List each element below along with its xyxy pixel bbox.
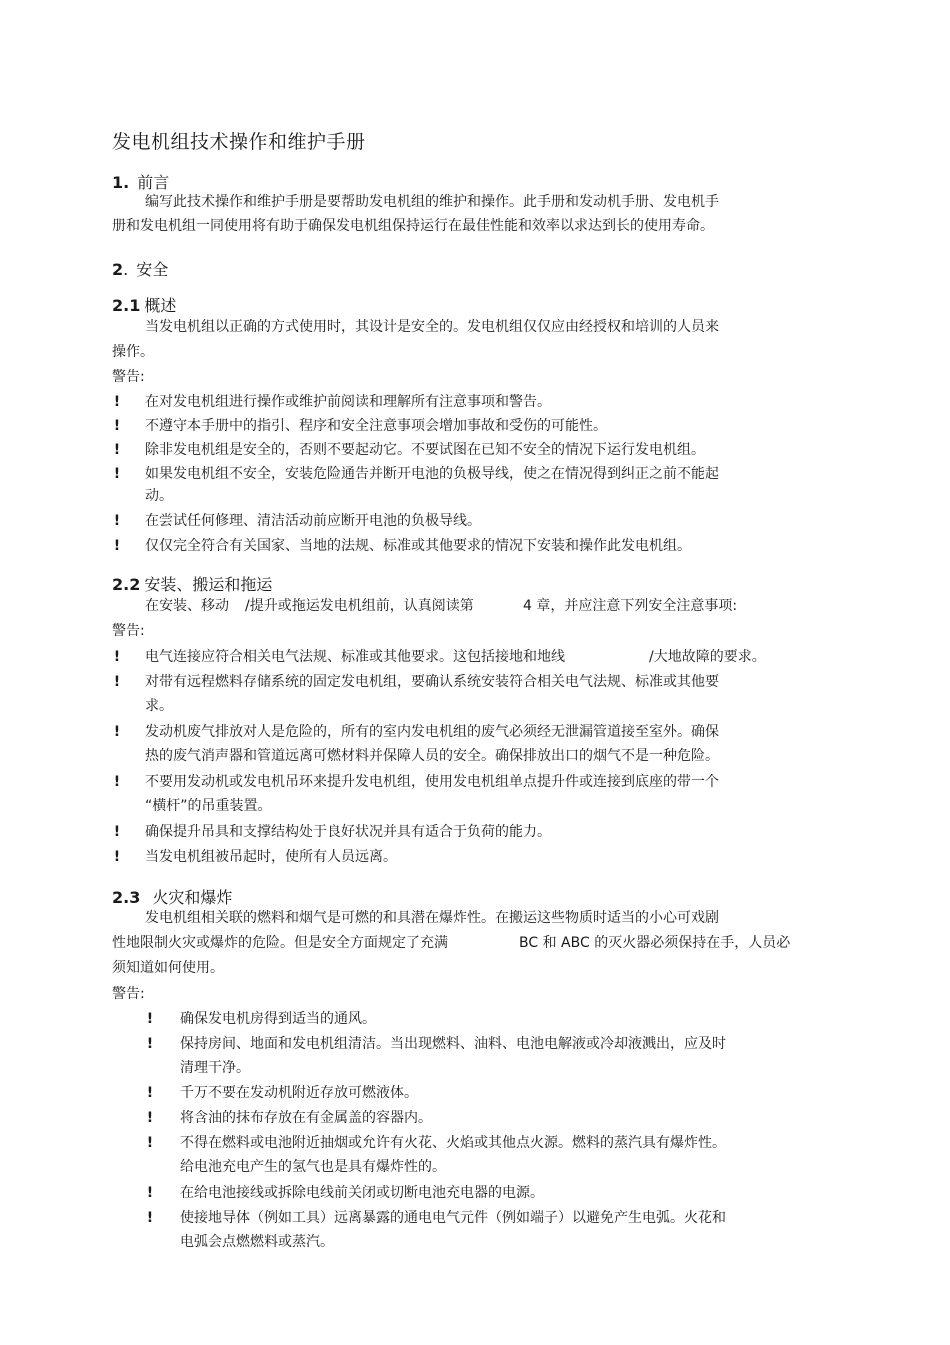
warning-item: 确保发电机房得到适当的通风。	[180, 1011, 376, 1027]
paragraph-line: 4 章，并应注意下列安全注意事项:	[523, 598, 738, 614]
section-title: 概述	[144, 296, 177, 315]
warning-item: 如果发电机组不安全，安装危险通告并断开电池的负极导线，使之在情况得到纠正之前不能起	[145, 466, 719, 482]
warning-item: 将含油的抹布存放在有金属盖的容器内。	[180, 1110, 432, 1126]
warning-bullet-icon: !	[113, 674, 121, 690]
section-title: 前言	[137, 173, 170, 192]
warning-bullet-icon: !	[113, 418, 121, 434]
warning-item: 对带有远程燃料存储系统的固定发电机组，要确认系统安装符合相关电气法规、标准或其他要	[145, 674, 719, 690]
section-number: 2.2	[112, 575, 141, 594]
warning-item: 电气连接应符合相关电气法规、标准或其他要求。这包括接地和地线	[145, 649, 565, 665]
section-title: 安装、搬运和拖运	[144, 575, 273, 594]
warning-bullet-icon: !	[113, 849, 121, 865]
warning-bullet-icon: !	[113, 538, 121, 554]
warning-item: 发动机废气排放对人是危险的，所有的室内发电机组的废气必须经无泄漏管道接至室外。确保	[145, 724, 719, 740]
section-2-heading	[112, 257, 168, 280]
warning-bullet-icon: !	[113, 513, 121, 529]
warning-bullet-icon: !	[113, 774, 121, 790]
section-number: 2.1	[112, 296, 141, 315]
warning-item: 在给电池接线或拆除电线前关闭或切断电池充电器的电源。	[180, 1185, 544, 1201]
warning-bullet-icon: !	[146, 1185, 154, 1201]
subsection-2-2-heading	[112, 572, 272, 595]
warning-label: 警告:	[112, 986, 145, 1002]
warning-bullet-icon: !	[113, 649, 121, 665]
warning-item: 不遵守本手册中的指引、程序和安全注意事项会增加事故和受伤的可能性。	[145, 418, 607, 434]
warning-item: 当发电机组被吊起时，使所有人员远离。	[145, 849, 397, 865]
paragraph-line: 当发电机组以正确的方式使用时，其设计是安全的。发电机组仅仅应由经授权和培训的人员来	[145, 319, 719, 335]
warning-item-continuation: 动。	[145, 488, 173, 504]
warning-item: /大地故障的要求。	[649, 649, 766, 665]
paragraph-line: 在安装、移动	[145, 598, 229, 614]
warning-item: 使接地导体（例如工具）远离暴露的通电电气元件（例如端子）以避免产生电弧。火花和	[180, 1210, 726, 1226]
warning-item: 在对发电机组进行操作或维护前阅读和理解所有注意事项和警告。	[145, 394, 551, 410]
section-title: 火灾和爆炸	[152, 888, 233, 907]
warning-item: 仅仅完全符合有关国家、当地的法规、标准或其他要求的情况下安装和操作此发电机组。	[145, 538, 691, 554]
warning-bullet-icon: !	[113, 466, 121, 482]
warning-label: 警告:	[112, 623, 145, 639]
section-number-dot: .	[123, 260, 129, 279]
paragraph-line: 操作。	[112, 344, 154, 360]
warning-item-continuation: 求。	[145, 698, 173, 714]
subsection-2-1-heading	[112, 293, 176, 316]
warning-bullet-icon: !	[113, 824, 121, 840]
warning-label: 警告:	[112, 369, 145, 385]
warning-bullet-icon: !	[146, 1210, 154, 1226]
paragraph-line: 须知道如何使用。	[112, 960, 224, 976]
paragraph-line: 发电机组相关联的燃料和烟气是可燃的和具潜在爆炸性。在搬运这些物质时适当的小心可戏剧	[145, 910, 719, 926]
section-1-heading	[112, 170, 169, 193]
paragraph-line: BC 和 ABC 的灭火器必须保持在手，人员必	[519, 935, 791, 951]
warning-item: 不得在燃料或电池附近抽烟或允许有火花、火焰或其他点火源。燃料的蒸汽具有爆炸性。	[180, 1135, 726, 1151]
paragraph-line: 编写此技术操作和维护手册是要帮助发电机组的维护和操作。此手册和发动机手册、发电机手	[145, 194, 719, 210]
paragraph-line: 性地限制火灾或爆炸的危险。但是安全方面规定了充满	[112, 935, 448, 951]
paragraph-line: 册和发电机组一同使用将有助于确保发电机组保持运行在最佳性能和效率以求达到长的使用寿命。	[112, 218, 714, 234]
warning-bullet-icon: !	[146, 1085, 154, 1101]
warning-bullet-icon: !	[113, 394, 121, 410]
warning-bullet-icon: !	[146, 1135, 154, 1151]
warning-item: 千万不要在发动机附近存放可燃液体。	[180, 1085, 418, 1101]
warning-item-continuation: “横杆”的吊重装置。	[145, 798, 272, 814]
warning-item: 确保提升吊具和支撑结构处于良好状况并具有适合于负荷的能力。	[145, 824, 551, 840]
subsection-2-3-heading	[112, 885, 232, 908]
warning-bullet-icon: !	[146, 1036, 154, 1052]
warning-bullet-icon: !	[113, 724, 121, 740]
warning-item: 在尝试任何修理、清洁活动前应断开电池的负极导线。	[145, 513, 481, 529]
warning-item: 除非发电机组是安全的，否则不要起动它。不要试图在已知不安全的情况下运行发电机组。	[145, 442, 705, 458]
warning-item-continuation: 电弧会点燃燃料或蒸汽。	[180, 1234, 334, 1250]
section-title: 安全	[136, 260, 169, 279]
warning-bullet-icon: !	[113, 442, 121, 458]
paragraph-line: /提升或拖运发电机组前，认真阅读第	[245, 598, 474, 614]
section-number: 2	[112, 260, 124, 279]
warning-item: 保持房间、地面和发电机组清洁。当出现燃料、油料、电池电解液或冷却液溅出，应及时	[180, 1036, 726, 1052]
warning-item: 不要用发动机或发电机吊环来提升发电机组，使用发电机组单点提升件或连接到底座的带一个	[145, 774, 719, 790]
section-number: 2.3	[112, 888, 141, 907]
warning-bullet-icon: !	[146, 1011, 154, 1027]
warning-item-continuation: 给电池充电产生的氢气也是具有爆炸性的。	[180, 1159, 446, 1175]
warning-item-continuation: 清理干净。	[180, 1060, 250, 1076]
warning-item-continuation: 热的废气消声器和管道远离可燃材料并保障人员的安全。确保排放出口的烟气不是一种危险。	[145, 748, 719, 764]
document-title: 发电机组技术操作和维护手册	[112, 131, 366, 153]
warning-bullet-icon: !	[146, 1110, 154, 1126]
section-number: 1.	[112, 173, 130, 192]
